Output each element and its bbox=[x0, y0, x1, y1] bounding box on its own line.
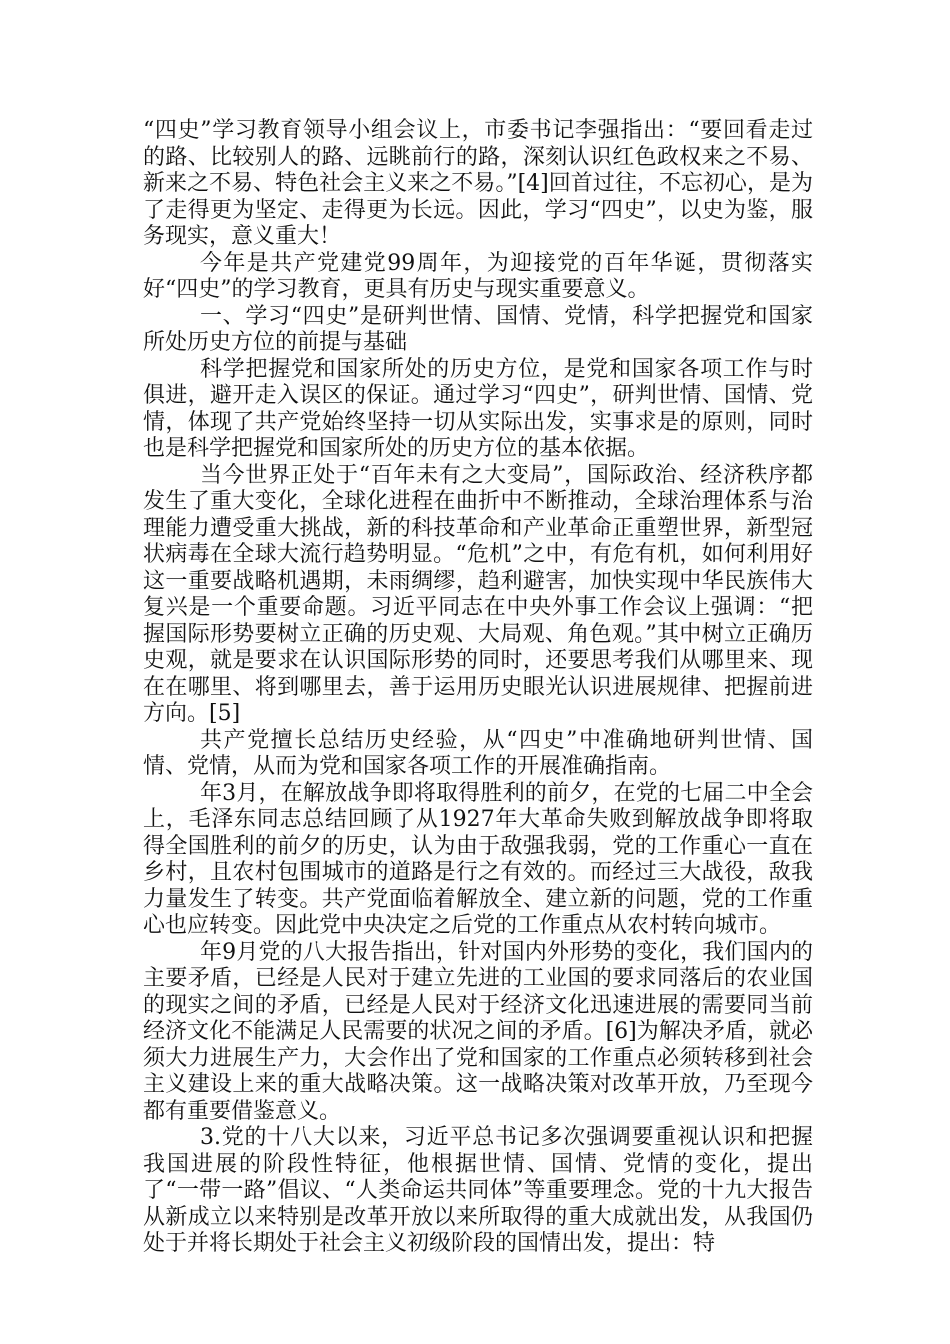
paragraph-eighteenth-congress: 3.党的十八大以来，习近平总书记多次强调要重视认识和把握我国进展的阶段性特征，他根据世情、国情、党情的变化，提出了“一带一路”倡议、“人类命运共同体”等重要理念。党的十九大报告从新成立以来特别是改革开放以来所取得的重大成就出发，从我国仍处于并将长期处于社会主义初级阶段的国情出发，提出：特 bbox=[143, 1125, 813, 1256]
section-heading-1: 一、学习“四史”是研判世情、国情、党情，科学把握党和国家所处历史方位的前提与基础 bbox=[143, 303, 813, 355]
paragraph-anniversary: 今年是共产党建党99周年，为迎接党的百年华诞，贯彻落实好“四史”的学习教育，更具有历史与现实重要意义。 bbox=[143, 250, 813, 302]
paragraph-march-session: 年3月，在解放战争即将取得胜利的前夕，在党的七届二中全会上，毛泽东同志总结回顾了从1927年大革命失败到解放战争即将取得全国胜利的前夕的历史，认为由于敌强我弱，党的工作重心一直在乡村，且农村包围城市的道路是行之有效的。而经过三大战役，敌我力量发生了转变。共产党面临着解放全、建立新的问题，党的工作重心也应转变。因此党中央决定之后党的工作重点从农村转向城市。 bbox=[143, 780, 813, 938]
paragraph-historical-position: 科学把握党和国家所处的历史方位，是党和国家各项工作与时俱进，避开走入误区的保证。通过学习“四史”，研判世情、国情、党情，体现了共产党始终坚持一切从实际出发，实事求是的原则，同时也是科学把握党和国家所处的历史方位的基本依据。 bbox=[143, 356, 813, 461]
document-body bbox=[143, 118, 813, 1258]
paragraph-world-change: 当今世界正处于“百年未有之大变局”，国际政治、经济秩序都发生了重大变化，全球化进程在曲折中不断推动，全球治理体系与治理能力遭受重大挑战，新的科技革命和产业革命正重塑世界，新型冠状病毒在全球大流行趋势明显。“危机”之中，有危有机，如何利用好这一重要战略机遇期，未雨绸缪，趋利避害，加快实现中华民族伟大复兴是一个重要命题。习近平同志在中央外事工作会议上强调：“把握国际形势要树立正确的历史观、大局观、角色观。”其中树立正确历史观，就是要求在认识国际形势的同时，还要思考我们从哪里来、现在在哪里、将到哪里去，善于运用历史眼光认识进展规律、把握前进方向。[5] bbox=[143, 462, 813, 726]
paragraph-continuation: “四史”学习教育领导小组会议上，市委书记李强指出：“要回看走过的路、比较别人的路、远眺前行的路，深刻认识红色政权来之不易、新来之不易、特色社会主义来之不易。”[4]回首过往，不忘初心，是为了走得更为坚定、走得更为长远。因此，学习“四史”，以史为鉴，服务现实，意义重大！ bbox=[143, 118, 813, 249]
paragraph-eighth-congress: 年9月党的八大报告指出，针对国内外形势的变化，我们国内的主要矛盾，已经是人民对于建立先进的工业国的要求同落后的农业国的现实之间的矛盾，已经是人民对于经济文化迅速进展的需要同当前经济文化不能满足人民需要的状况之间的矛盾。[6]为解决矛盾，就必须大力进展生产力，大会作出了党和国家的工作重点必须转移到社会主义建设上来的重大战略决策。这一战略决策对改革开放，乃至现今都有重要借鉴意义。 bbox=[143, 939, 813, 1124]
paragraph-party-experience: 共产党擅长总结历史经验，从“四史”中准确地研判世情、国情、党情，从而为党和国家各项工作的开展准确指南。 bbox=[143, 727, 813, 779]
